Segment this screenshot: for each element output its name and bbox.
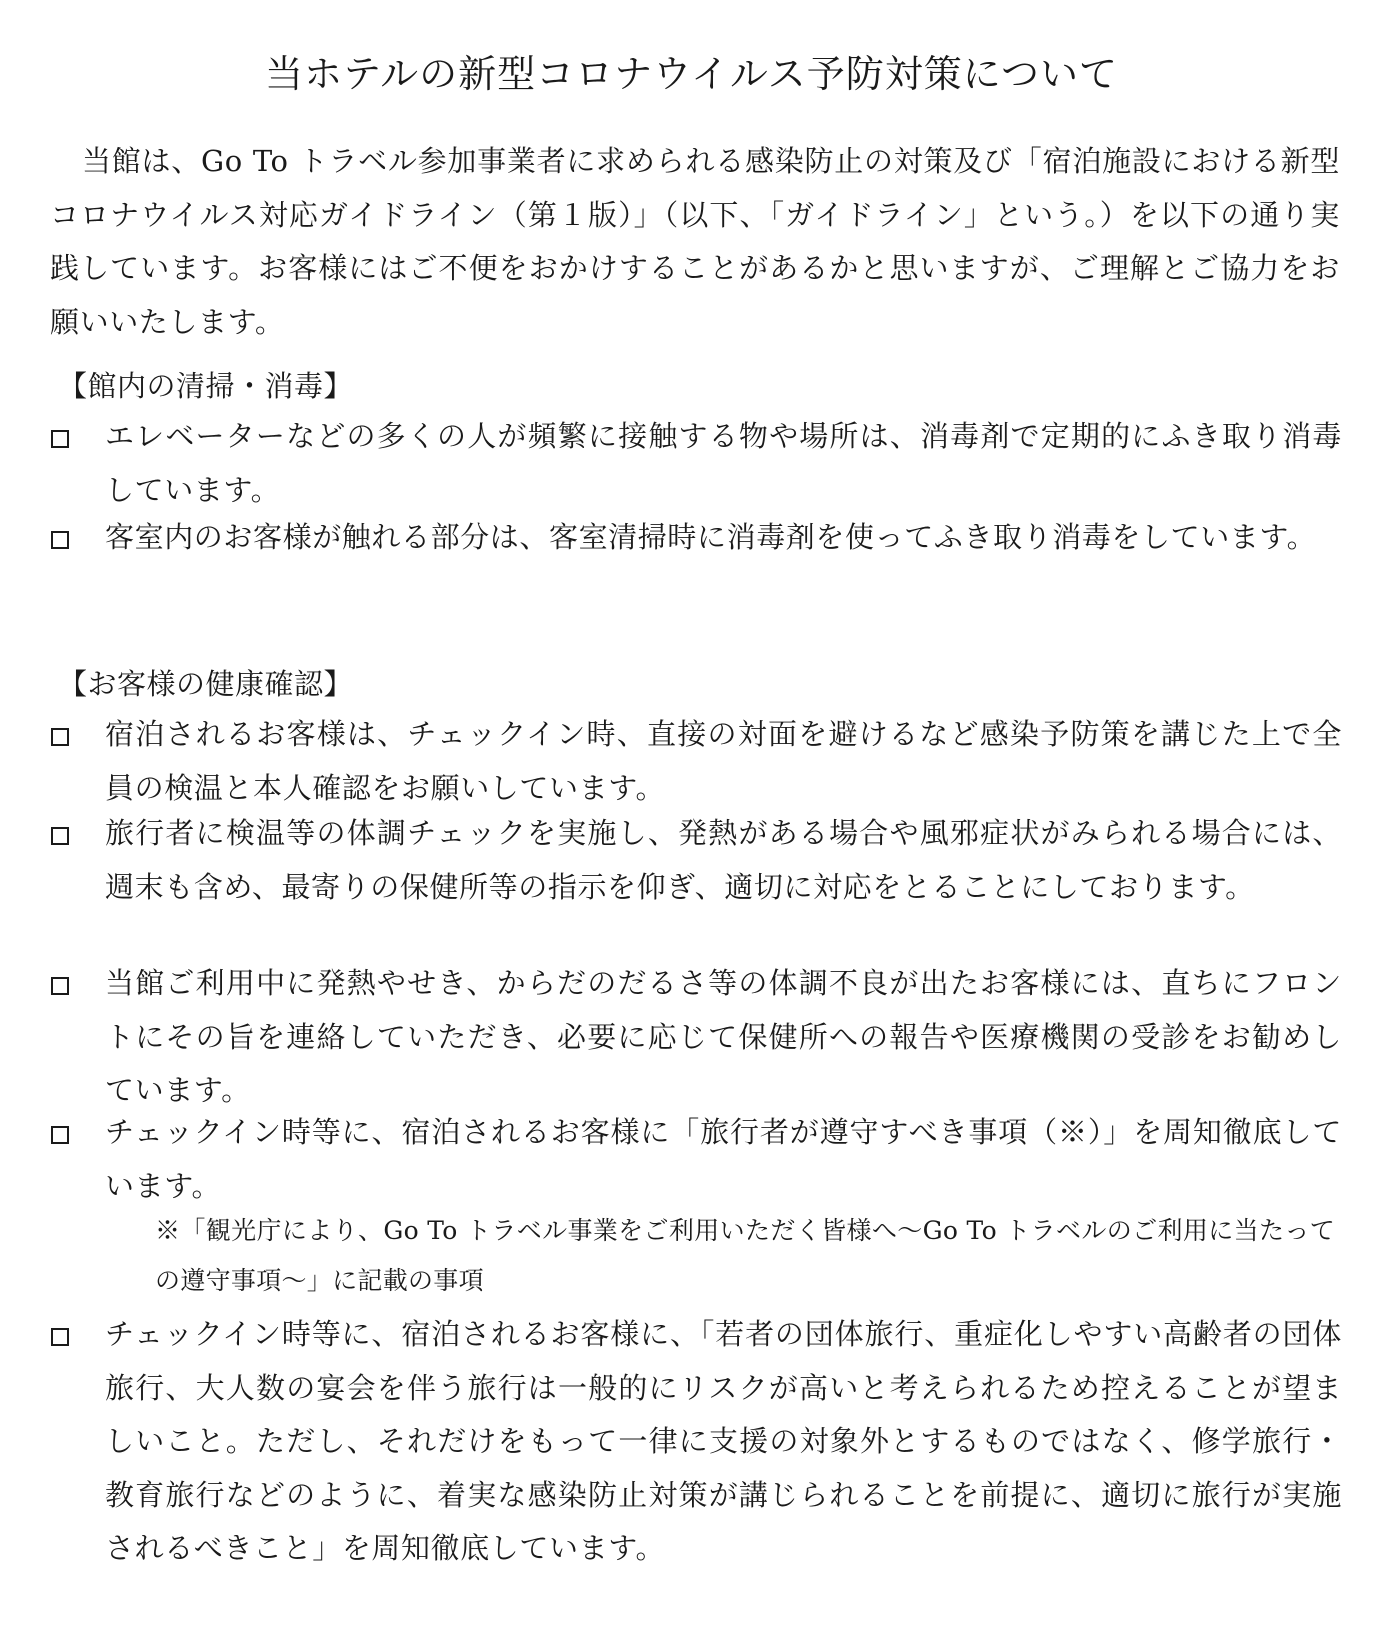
checklist-item — [50, 957, 1342, 1118]
checkbox-icon — [51, 827, 69, 845]
checkbox-icon — [51, 531, 69, 549]
checkbox-icon — [51, 1328, 69, 1346]
checklist-item-text: 旅行者に検温等の体調チェックを実施し、発熱がある場合や風邪症状がみられる場合には、週末も含め、最寄りの保健所等の指示を仰ぎ、適切に対応をとることにしております。 — [105, 816, 1342, 904]
checklist-item — [50, 511, 1342, 565]
checklist-item-text: 当館ご利用中に発熱やせき、からだのだるさ等の体調不良が出たお客様には、直ちにフロントにその旨を連絡していただき、必要に応じて保健所への報告や医療機関の受診をお勧めしています。 — [105, 966, 1342, 1107]
footnote: ※「観光庁により、Go To トラベル事業をご利用いただく皆様へ～Go To トラベルのご利用に当たっての遵守事項～」に記載の事項 — [155, 1216, 1335, 1295]
checklist-item-text: チェックイン時等に、宿泊されるお客様に「旅行者が遵守すべき事項（※）」を周知徹底しています。 — [105, 1115, 1342, 1203]
checkbox-icon — [51, 728, 69, 746]
checklist-item — [50, 1308, 1342, 1576]
checklist-item — [50, 708, 1342, 815]
checklist-item-text: エレベーターなどの多くの人が頻繁に接触する物や場所は、消毒剤で定期的にふき取り消毒しています。 — [105, 419, 1342, 507]
checklist-item-text: チェックイン時等に、宿泊されるお客様に、「若者の団体旅行、重症化しやすい高齢者の団体旅行、大人数の宴会を伴う旅行は一般的にリスクが高いと考えられるため控えることが望ましいこと。ただし、それだけをもって一律に支援の対象外とするものではなく、修学旅行・教育旅行などのように、着実な感染防止対策が講じられることを前提に、適切に旅行が実施されるべきこと」を周知徹底しています。 — [105, 1317, 1342, 1565]
intro-paragraph: 当館は、Go To トラベル参加事業者に求められる感染防止の対策及び「宿泊施設における新型コロナウイルス対応ガイドライン（第１版）」（以下、「ガイドライン」という。）を以下の通り実践しています。お客様にはご不便をおかけすることがあるかと思いますが、ご理解とご協力をお願いいたします。 — [50, 144, 1340, 339]
checkbox-icon — [51, 977, 69, 995]
checklist-item-text: 宿泊されるお客様は、チェックイン時、直接の対面を避けるなど感染予防策を講じた上で全員の検温と本人確認をお願いしています。 — [105, 717, 1342, 805]
page-title: 当ホテルの新型コロナウイルス予防対策について — [264, 52, 1119, 96]
section-heading-cleaning: 【館内の清掃・消毒】 — [58, 369, 354, 403]
section-heading-health-check: 【お客様の健康確認】 — [58, 667, 354, 701]
checklist-item-text: 客室内のお客様が触れる部分は、客室清掃時に消毒剤を使ってふき取り消毒をしています。 — [105, 520, 1317, 554]
checkbox-icon — [51, 430, 69, 448]
checklist-item — [50, 410, 1342, 517]
checklist-item — [50, 807, 1342, 914]
checkbox-icon — [51, 1126, 69, 1144]
checklist-item — [50, 1106, 1342, 1213]
